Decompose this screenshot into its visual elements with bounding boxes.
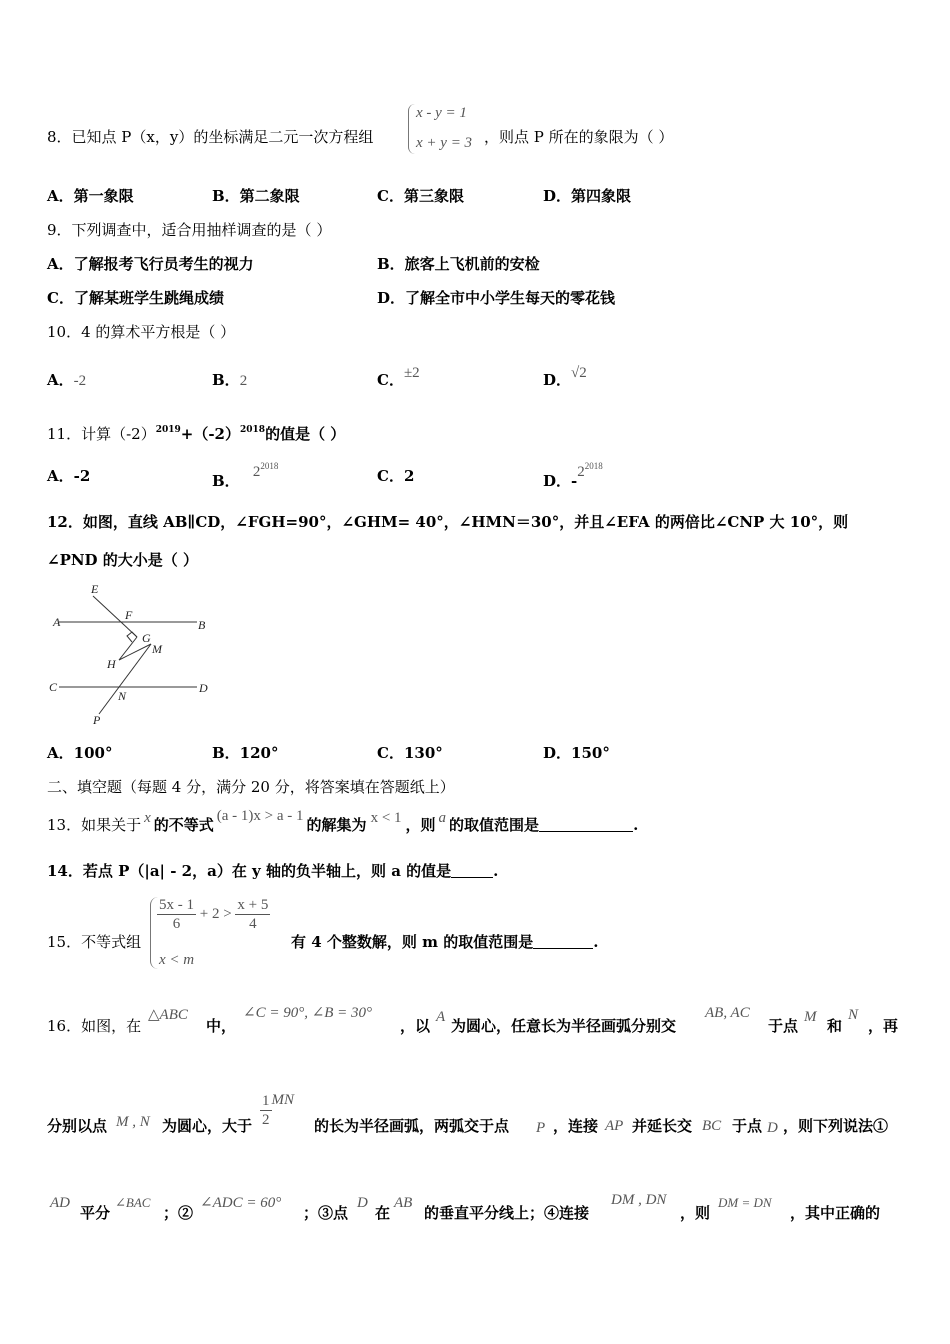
q11-option-b[interactable] [212,461,279,492]
q16-ap: AP [605,1118,624,1134]
q16-line2-b: 为圆心，大于 [162,1117,253,1135]
q9-option-c[interactable]: C．了解某班学生跳绳成绩 [47,289,224,307]
q16-line3-d: 在 [375,1204,391,1222]
q16-line3-a: 平分 [80,1204,111,1222]
q16-bc: BC [702,1118,722,1134]
q13-p1: 13．如果关于 [47,816,142,834]
q13-var-a: a [438,810,447,826]
q10-option-b-value: 2 [239,373,248,389]
label-d: D [199,681,208,695]
section-2-heading: 二、填空题（每题 4 分，满分 20 分，将答案填在答题纸上） [47,778,455,796]
q15-ineq2: x < m [159,952,195,968]
q16-angle-bac: ∠BAC [115,1195,151,1210]
q10-option-d-label: D． [543,371,572,389]
q16-point-a: A [436,1009,446,1025]
q15-stem-post [291,932,598,952]
q9-stem: 9．下列调查中，适合用抽样调查的是（ ） [47,221,332,239]
q12-option-c[interactable]: C．130° [377,744,443,762]
q16-angle-adc: ∠ADC = 60° [200,1195,282,1211]
q15-frac1 [157,896,196,933]
label-m: M [152,642,162,656]
q16-line3-c: ；③点 [303,1204,349,1222]
q16-line3-b: ；② [163,1204,194,1222]
q10-stem: 10．4 的算术平方根是（ ） [47,323,236,341]
label-f: F [125,608,133,622]
label-c: C [49,680,58,694]
q11-option-b-label: B． [212,472,240,490]
q16-line1-d: 为圆心，任意长为半径画弧分别交 [451,1017,677,1035]
q11-stem [47,420,345,444]
q12-option-d[interactable]: D．150° [543,744,610,762]
q16-ab-ac: AB, AC [705,1005,750,1021]
q11-option-d-label: D．- [543,472,578,490]
q11-stem-c: 的值是（ ） [265,425,346,443]
q16-line1-c: ，以 [400,1017,431,1035]
q12-stem-line2: ∠PND 的大小是（ ） [47,551,199,569]
q16-dm-dn: DM , DN [611,1192,667,1208]
q15-frac2-den: 4 [249,916,257,932]
q16-ad: AD [50,1195,70,1211]
q8-eq2: x + y = 3 [416,135,473,151]
q13-p2: 的不等式 [153,816,214,834]
q8-option-b[interactable]: B．第二象限 [212,187,300,205]
q16-angles: ∠C = 90°, ∠B = 30° [243,1005,373,1021]
q10-option-c-value: ±2 [403,365,420,381]
q8-brace [408,104,415,154]
q11-option-b-exp: 2018 [260,461,279,471]
label-a: A [53,615,61,629]
q11-stem-b: +（-2） [180,425,240,443]
q13-var-x: x [144,810,151,826]
q16-line1-e: 于点 [768,1017,799,1035]
q15-ineq1 [157,896,270,933]
q16-points-mn: M , N [116,1114,150,1130]
segment-mp [99,644,151,714]
q16-half-frac [260,1092,272,1129]
q16-line2-f: 于点 [732,1117,763,1135]
label-e: E [91,582,99,596]
q10-option-c-label: C． [377,371,404,389]
q11-option-b-base: 2 [252,464,261,480]
q16-point-d-2: D [357,1195,368,1211]
q8-stem-post: ，则点 P 所在的象限为（ ） [484,128,674,146]
label-h: H [107,657,116,671]
q13-end: . [633,816,639,834]
q10-option-b[interactable] [212,370,247,391]
q13-solution: x < 1 [370,810,402,826]
q16-line3-g: ，其中正确的 [790,1204,881,1222]
q13-p3: 的解集为 [306,816,367,834]
q12-stem-line1: 12．如图，直线 AB∥CD，∠FGH=90°，∠GHM= 40°，∠HMN＝30°，并且∠EFA 的两倍比∠CNP 大 10°，则 [47,513,849,531]
label-b: B [198,618,206,632]
q16-half-mn [260,1092,294,1129]
q16-line2-c: 的长为半径画弧，两弧交于点 [314,1117,510,1135]
q12-option-b[interactable]: B．120° [212,744,279,762]
q9-option-b[interactable]: B．旅客上飞机前的安检 [377,255,540,273]
q14-stem [47,861,498,881]
q16-line2-d: ，连接 [553,1117,599,1135]
q12-option-a[interactable]: A．100° [47,744,113,762]
q9-option-a[interactable]: A．了解报考飞行员考生的视力 [47,255,254,273]
q15-frac2 [235,896,270,933]
q16-line2-a: 分别以点 [47,1117,108,1135]
q11-option-d[interactable] [543,461,603,492]
q16-triangle-abc: △ABC [148,1007,188,1023]
q16-ab: AB [394,1195,413,1211]
q13-p4: ，则 [405,816,436,834]
q15-mid: + 2 > [199,905,232,922]
q8-option-d[interactable]: D．第四象限 [543,187,632,205]
q16-line1-g: ，再 [868,1017,899,1035]
q13-inequality: (a - 1)x > a - 1 [216,808,304,824]
q16-line1-f: 和 [827,1017,843,1035]
q11-stem-a: 11．计算（-2） [47,425,156,443]
q15-frac1-den: 6 [172,916,181,932]
q14-answer-blank[interactable] [451,863,493,878]
label-n: N [118,689,127,703]
q11-exp2: 2018 [240,425,266,435]
label-p: P [93,713,101,727]
q10-option-b-label: B． [212,371,240,389]
q16-line1-b: 中， [206,1017,237,1035]
q11-option-a[interactable]: A．-2 [47,467,91,485]
q8-stem [47,127,373,147]
q10-option-d[interactable] [543,365,587,391]
q13-stem [47,808,639,836]
q15-pre: 15．不等式组 [47,933,142,951]
q10-option-a-value: -2 [73,373,87,389]
q16-point-p: P [536,1120,546,1136]
q11-option-c[interactable]: C．2 [377,467,415,485]
q8-eq1: x - y = 1 [416,105,467,121]
q10-option-a-label: A． [47,371,74,389]
q8-option-c[interactable]: C．第三象限 [377,187,464,205]
q16-point-n: N [848,1007,859,1023]
q16-mn: MN [271,1091,294,1108]
q16-line3-f: ，则 [680,1204,711,1222]
q16-half-num: 1 [262,1093,270,1109]
q12-figure [47,580,217,730]
q11-option-d-base: 2 [577,464,585,480]
label-g: G [142,631,151,645]
q11-option-d-exp: 2018 [584,461,603,471]
right-angle-mark [127,632,137,642]
q15-end: . [593,933,599,951]
q10-option-c[interactable] [377,365,420,391]
q10-option-d-value: √2 [571,365,587,381]
q15-answer-blank[interactable] [533,934,593,949]
segment-gh [119,637,137,660]
q13-p5: 的取值范围是 [449,816,540,834]
q16-point-d: D [767,1120,778,1136]
q16-line2-e: 并延长交 [632,1117,693,1135]
q16-point-m: M [804,1009,817,1025]
q13-answer-blank[interactable] [539,817,633,832]
q16-half-den: 2 [262,1112,270,1128]
q15-post: 有 4 个整数解，则 m 的取值范围是 [291,933,534,951]
q14-text: 14．若点 P（|a| - 2，a）在 y 轴的负半轴上，则 a 的值是 [47,862,452,880]
q8-option-a[interactable]: A．第一象限 [47,187,134,205]
q10-option-a[interactable] [47,370,86,391]
q14-end: . [493,862,499,880]
q8-stem-pre: 8．已知点 P（x，y）的坐标满足二元一次方程组 [47,128,374,146]
q15-frac1-num: 5x - 1 [159,897,194,913]
q9-option-d[interactable]: D．了解全市中小学生每天的零花钱 [377,289,616,307]
q15-frac2-num: x + 5 [237,897,269,913]
q16-line2-g: ，则下列说法① [783,1117,889,1135]
segment-hm [119,644,151,660]
q16-line3-e: 的垂直平分线上；④连接 [424,1204,590,1222]
q16-dm-eq-dn: DM = DN [718,1195,772,1210]
q16-line1-a: 16．如图，在 [47,1017,142,1035]
q11-exp1: 2019 [155,425,181,435]
